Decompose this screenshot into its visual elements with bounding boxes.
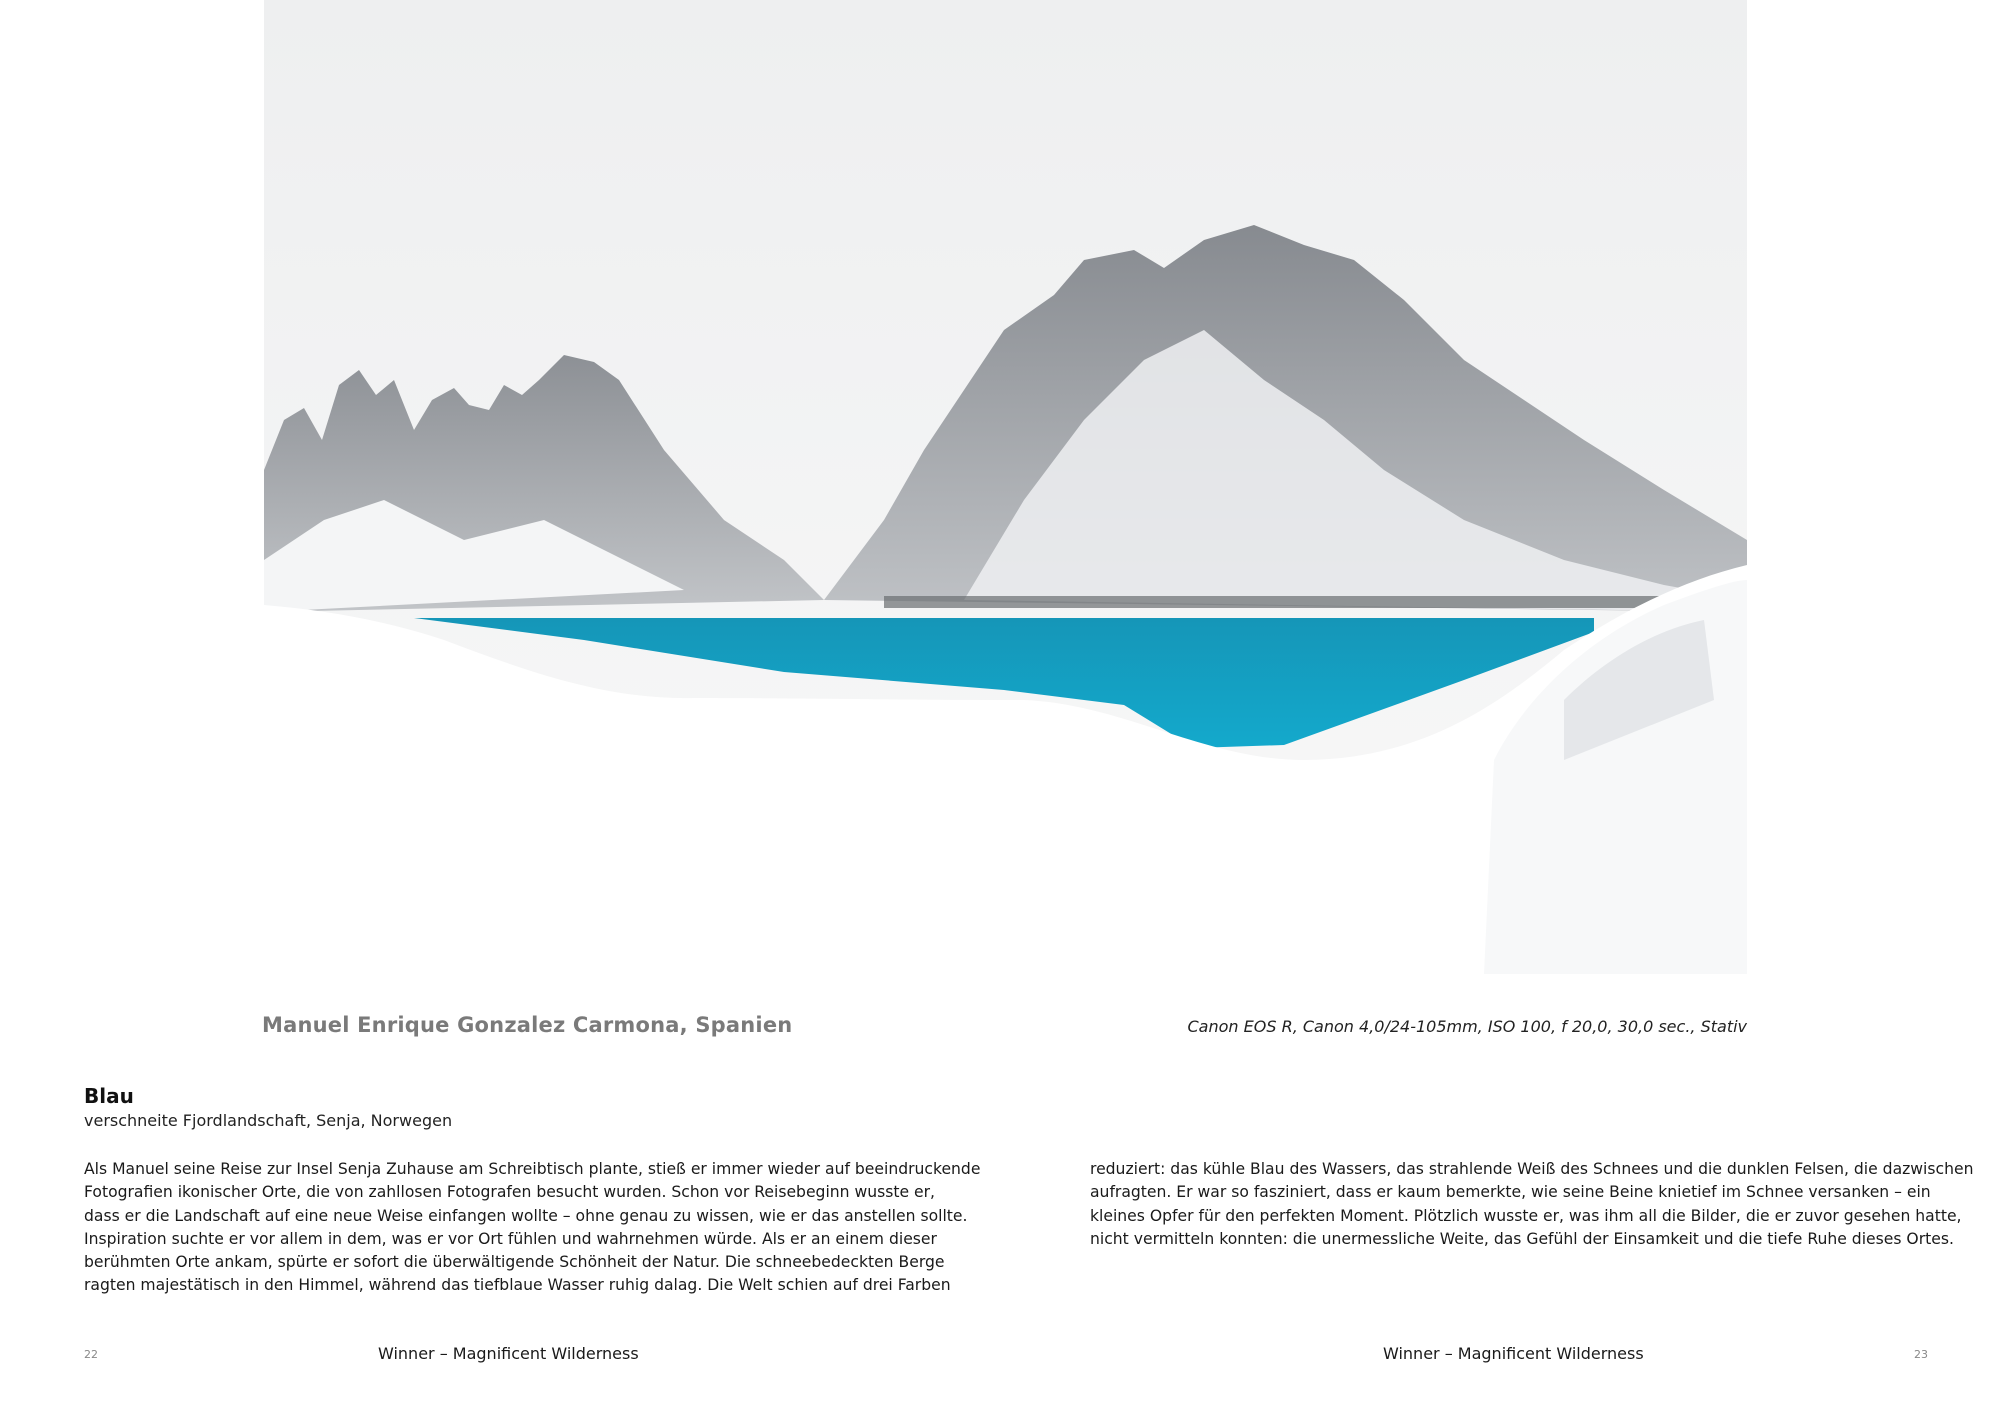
- body-text-line: reduziert: das kühle Blau des Wassers, das strahlende Weiß des Schnees und die dunklen Felsen, die dazwischen: [1090, 1160, 1974, 1178]
- camera-settings: Canon EOS R, Canon 4,0/24-105mm, ISO 100, f 20,0, 30,0 sec., Stativ: [1187, 1017, 1747, 1036]
- body-text-right-column: [1090, 1158, 1974, 1251]
- body-text-line: kleines Opfer für den perfekten Moment. Plötzlich wusste er, was ihm all die Bilder, die er zuvor gesehen hatte,: [1090, 1206, 1962, 1225]
- article-title: Blau: [84, 1084, 134, 1108]
- body-text-line: aufragten. Er war so fasziniert, dass er kaum bemerkte, wie seine Beine knietief im Schnee versanken – ein: [1090, 1183, 1931, 1202]
- body-text-line: ragten majestätisch in den Himmel, während das tiefblaue Wasser ruhig dalag. Die Welt schien auf drei Farben: [84, 1276, 951, 1295]
- body-text-line: berühmten Orte ankam, spürte er sofort die überwältigende Schönheit der Natur. Die schneebedeckten Berge: [84, 1253, 945, 1272]
- body-text-line: Fotografien ikonischer Orte, die von zahllosen Fotografen besucht wurden. Schon vor Reisebeginn wusste er,: [84, 1183, 936, 1202]
- body-text-line: Als Manuel seine Reise zur Insel Senja Zuhause am Schreibtisch plante, stieß er immer wieder auf beeindruckende: [84, 1160, 981, 1178]
- treeline: [884, 596, 1747, 608]
- photographer-credit: Manuel Enrique Gonzalez Carmona, Spanien: [262, 1013, 793, 1037]
- body-text-line: dass er die Landschaft auf eine neue Weise einfangen wollte – ohne genau zu wissen, wie er das anstellen sollte.: [84, 1206, 968, 1225]
- page-number-right: 23: [1914, 1348, 1928, 1361]
- article-subtitle: verschneite Fjordlandschaft, Senja, Norwegen: [84, 1111, 453, 1130]
- body-text-line: Inspiration suchte er vor allem in dem, was er vor Ort fühlen und wahrnehmen würde. Als er an einem dieser: [84, 1229, 937, 1248]
- body-text-left-column: [84, 1158, 981, 1298]
- fjord-illustration: [264, 0, 1747, 974]
- page-number-left: 22: [84, 1348, 98, 1361]
- running-title-right: Winner – Magnificent Wilderness: [1383, 1344, 1644, 1363]
- landscape-photo: [264, 0, 1747, 974]
- running-title-left: Winner – Magnificent Wilderness: [378, 1344, 639, 1363]
- body-text-line: nicht vermitteln konnten: die unermessliche Weite, das Gefühl der Einsamkeit und die tiefe Ruhe dieses Ortes.: [1090, 1229, 1954, 1248]
